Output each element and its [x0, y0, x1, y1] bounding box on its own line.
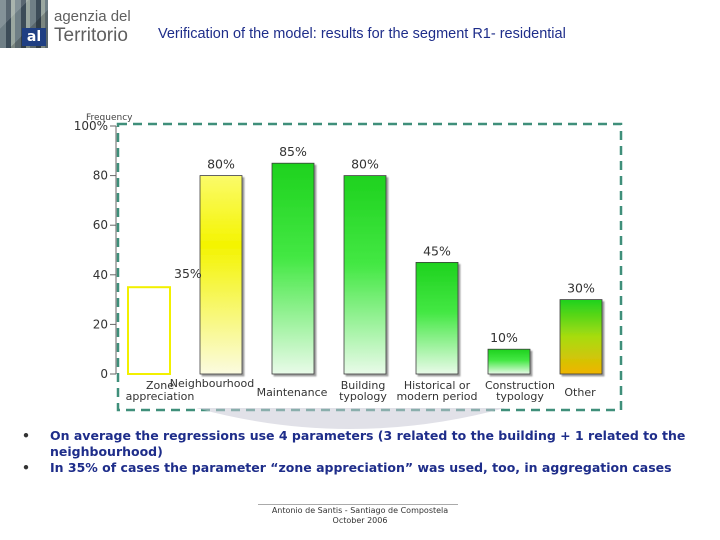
value-label-5: 45% — [423, 243, 451, 259]
category-labels — [126, 377, 596, 403]
category-label-1: Zone — [145, 379, 175, 392]
category-label-7: Other — [564, 386, 596, 399]
value-label-3: 85% — [279, 144, 307, 160]
bar-5 — [416, 262, 458, 374]
value-label-6: 10% — [490, 330, 518, 346]
category-label-4: Building — [340, 379, 386, 392]
callout-wedge — [196, 408, 505, 429]
footer-author: Antonio de Santis - Santiago de Compostela — [271, 506, 449, 515]
category-label-4: typology — [339, 390, 387, 403]
value-label-4: 80% — [351, 156, 379, 172]
y-tick-label: 100% — [73, 119, 108, 133]
y-tick-label: 0 — [100, 367, 108, 381]
y-axis — [74, 119, 116, 381]
bar-1 — [128, 287, 170, 374]
value-label-7: 30% — [567, 280, 595, 296]
bullet-glyph: • — [22, 428, 30, 443]
category-label-5: Historical or — [403, 379, 471, 392]
footer — [0, 506, 720, 526]
bar-4 — [344, 176, 386, 374]
logo-text-line2: Territorio — [54, 25, 128, 46]
category-label-6: Construction — [484, 379, 556, 392]
y-axis-label: Frequency — [86, 113, 133, 123]
y-tick-label: 40 — [92, 267, 108, 282]
bullet-text-2: In 35% of cases the parameter “zone appreciation” was used, too, in aggregation cases — [50, 460, 672, 475]
y-tick-label: 20 — [92, 317, 108, 332]
bar-3 — [272, 163, 314, 374]
y-tick-label: 80 — [92, 168, 108, 183]
bullet-glyph: • — [22, 460, 30, 475]
category-label-6: typology — [496, 390, 544, 403]
footer-date: October 2006 — [332, 516, 388, 525]
logo-text-line1: agenzia del — [54, 8, 131, 25]
bullet-text-1: On average the regressions use 4 parameters (3 related to the building + 1 related to the neighbourhood) — [50, 428, 686, 459]
bullet-list — [22, 428, 712, 476]
category-label-1: appreciation — [125, 390, 195, 403]
category-label-5: modern period — [396, 390, 478, 403]
bar-2 — [200, 176, 242, 374]
y-tick-label: 60 — [92, 218, 108, 233]
bullet-item-1 — [22, 428, 712, 460]
category-label-3: Maintenance — [256, 386, 328, 399]
category-label-2: Neighbourhood — [169, 377, 255, 390]
bar-6 — [488, 349, 530, 374]
bullet-item-2 — [22, 460, 712, 476]
footer-divider — [258, 504, 458, 505]
slide-title: Verification of the model: results for the segment R1- residential — [158, 26, 566, 42]
logo-badge: al — [22, 28, 46, 46]
bar-7 — [560, 300, 602, 374]
value-label-2: 80% — [207, 156, 235, 172]
value-label-1: 35% — [174, 266, 202, 282]
